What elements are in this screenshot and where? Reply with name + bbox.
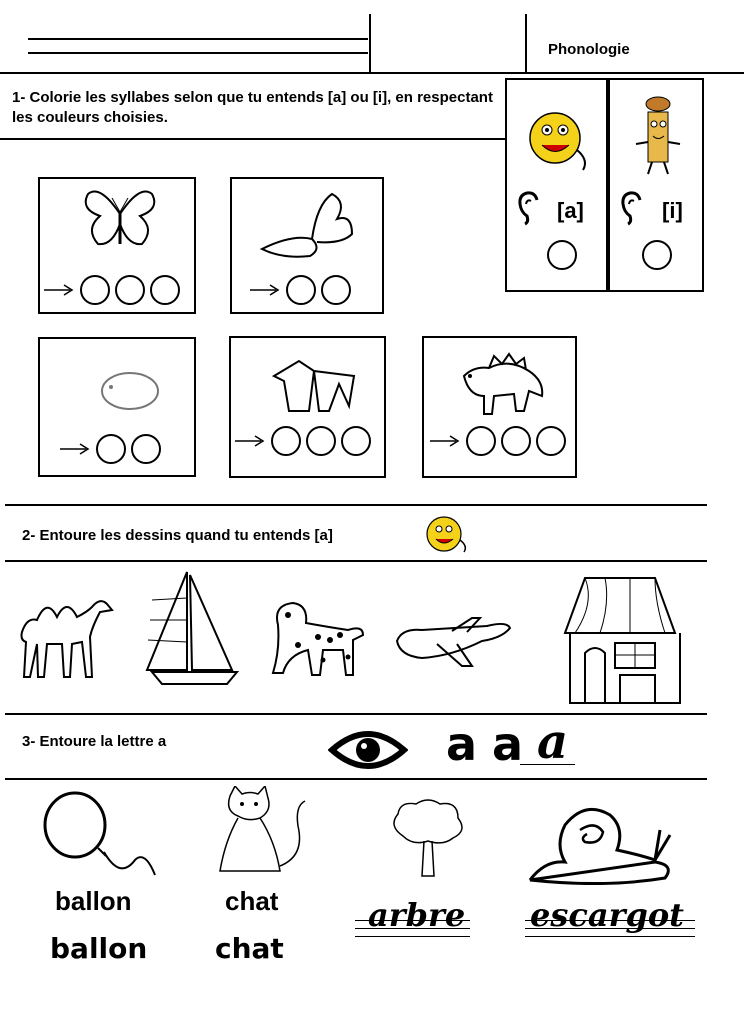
syllable-row (430, 426, 571, 456)
cursive-guide-line (355, 936, 470, 937)
exercise2-instruction: 2- Entoure les dessins quand tu entends [a] (22, 527, 333, 544)
syllable-row (44, 275, 185, 305)
exercise3-top-rule (5, 713, 707, 715)
word-chat-script: chat (215, 932, 284, 965)
dinosaur-icon (454, 346, 549, 421)
syllable-circle[interactable] (321, 275, 351, 305)
syllable-circle[interactable] (96, 434, 126, 464)
arrow-icon (235, 435, 265, 447)
item-pyjama (229, 336, 386, 478)
word-ballon-print: ballon (55, 886, 132, 916)
pencil-character-icon (628, 94, 688, 179)
syllable-row (250, 275, 356, 305)
sound-box-a (505, 78, 608, 292)
sun-character-icon (517, 100, 597, 175)
header-bottom-rule (0, 72, 744, 74)
word-arbre-cursive: arbre (368, 896, 466, 934)
name-line-2 (28, 52, 368, 54)
snail-icon[interactable] (525, 800, 685, 885)
word-escargot-cursive: escargot (530, 896, 684, 934)
sound-box-i (608, 78, 704, 292)
exercise1-rule (0, 138, 505, 140)
ear-icon (620, 190, 646, 226)
arrow-icon (250, 284, 280, 296)
cursive-guide-line (525, 936, 695, 937)
camel-icon[interactable] (12, 582, 122, 682)
arrow-icon (44, 284, 74, 296)
house-icon[interactable] (555, 573, 690, 708)
balloon-icon[interactable] (40, 790, 160, 885)
syllable-row (60, 434, 166, 464)
cursive-baseline (520, 764, 575, 765)
syllable-circle[interactable] (271, 426, 301, 456)
butterfly-icon (80, 184, 160, 259)
syllable-circle[interactable] (306, 426, 336, 456)
letter-a-cursive: a (537, 714, 569, 770)
arrow-icon (430, 435, 460, 447)
syllable-circle[interactable] (286, 275, 316, 305)
name-line-1 (28, 38, 368, 40)
sound-color-circle-i[interactable] (642, 240, 672, 270)
item-butterfly (38, 177, 196, 314)
sound-label-i: [i] (662, 198, 683, 223)
syllable-row (235, 426, 376, 456)
syllable-circle[interactable] (131, 434, 161, 464)
airplane-icon[interactable] (392, 616, 512, 671)
arrow-icon (60, 443, 90, 455)
syllable-circle[interactable] (501, 426, 531, 456)
dalmatian-icon[interactable] (268, 595, 368, 685)
tree-icon[interactable] (388, 796, 468, 881)
ear-icon (517, 190, 543, 226)
sound-color-circle-a[interactable] (547, 240, 577, 270)
sound-label-a: [a] (557, 198, 584, 223)
cat-icon[interactable] (210, 786, 310, 878)
radish-icon (252, 184, 362, 264)
pyjama-icon (269, 356, 359, 416)
letter-a-print: a (446, 717, 478, 771)
word-ballon-script: ballon (50, 932, 148, 965)
exercise2-top-rule (5, 504, 707, 506)
letter-a-script: a (492, 717, 524, 771)
sailboat-icon[interactable] (142, 570, 242, 688)
header-divider-2 (525, 14, 527, 72)
header-divider (369, 14, 371, 72)
item-radish (230, 177, 384, 314)
syllable-circle[interactable] (466, 426, 496, 456)
exercise3-bottom-rule (5, 778, 707, 780)
sun-character-icon (420, 512, 472, 556)
syllable-circle[interactable] (150, 275, 180, 305)
hedgehog-icon (95, 361, 165, 416)
exercise3-instruction: 3- Entoure la lettre a (22, 733, 167, 750)
syllable-circle[interactable] (536, 426, 566, 456)
item-dinosaur (422, 336, 577, 478)
exercise2-bottom-rule (5, 560, 707, 562)
subject-title: Phonologie (548, 41, 630, 58)
syllable-circle[interactable] (115, 275, 145, 305)
syllable-circle[interactable] (341, 426, 371, 456)
word-chat-print: chat (225, 886, 279, 916)
item-hedgehog (38, 337, 196, 477)
syllable-circle[interactable] (80, 275, 110, 305)
exercise1-instruction: 1- Colorie les syllabes selon que tu entends [a] ou [i], en respectant les couleurs choisies. (12, 89, 493, 126)
eye-icon (328, 726, 408, 772)
